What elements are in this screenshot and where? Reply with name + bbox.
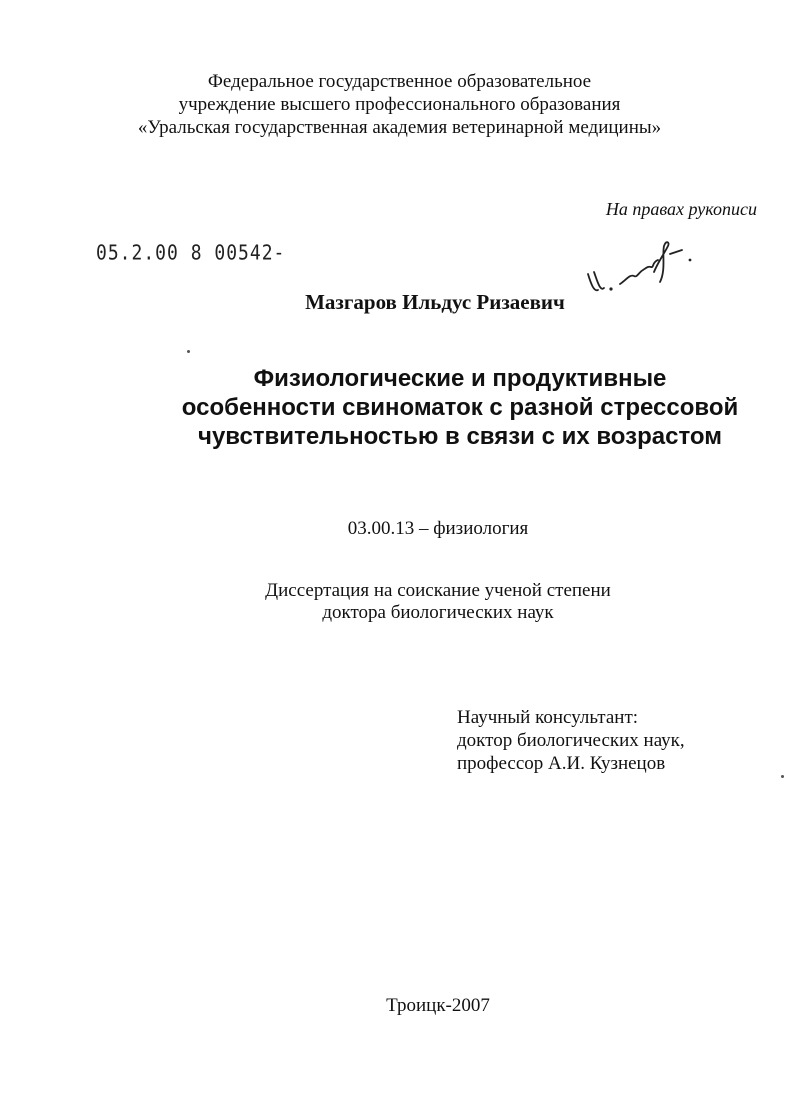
degree-line-1: Диссертация на соискание ученой степени (265, 580, 611, 601)
degree-line-2: доктора биологических наук (322, 602, 554, 623)
title-line-2: особенности свиноматок с разной стрессовой (181, 394, 739, 421)
city-year: Троицк-2007 (386, 995, 490, 1016)
scan-speck (781, 775, 784, 778)
institution-line-2: учреждение высшего профессионального образования (178, 94, 621, 115)
author-name: Мазгаров Ильдус Ризаевич (305, 290, 565, 314)
rights-note: На правах рукописи (605, 199, 757, 219)
consultant-line-2: доктор биологических наук, (457, 730, 685, 751)
specialty-code: 03.00.13 – физиология (347, 518, 529, 539)
stamp-number: 05.2.00 8 00542- (96, 241, 286, 266)
title-line-1: Физиологические и продуктивные (253, 365, 667, 392)
scan-speck (187, 350, 190, 353)
consultant-line-3: профессор А.И. Кузнецов (457, 753, 666, 774)
dissertation-degree (0, 580, 799, 624)
title-line-3: чувствительностью в связи с их возрастом (198, 423, 722, 450)
consultant-line-1: Научный консультант: (457, 707, 639, 728)
institution-line-1: Федеральное государственное образовательное (207, 71, 592, 92)
institution-header (0, 70, 799, 139)
scientific-consultant (457, 706, 685, 775)
dissertation-title (30, 364, 799, 451)
institution-line-3: «Уральская государственная академия ветеринарной медицины» (137, 117, 662, 138)
